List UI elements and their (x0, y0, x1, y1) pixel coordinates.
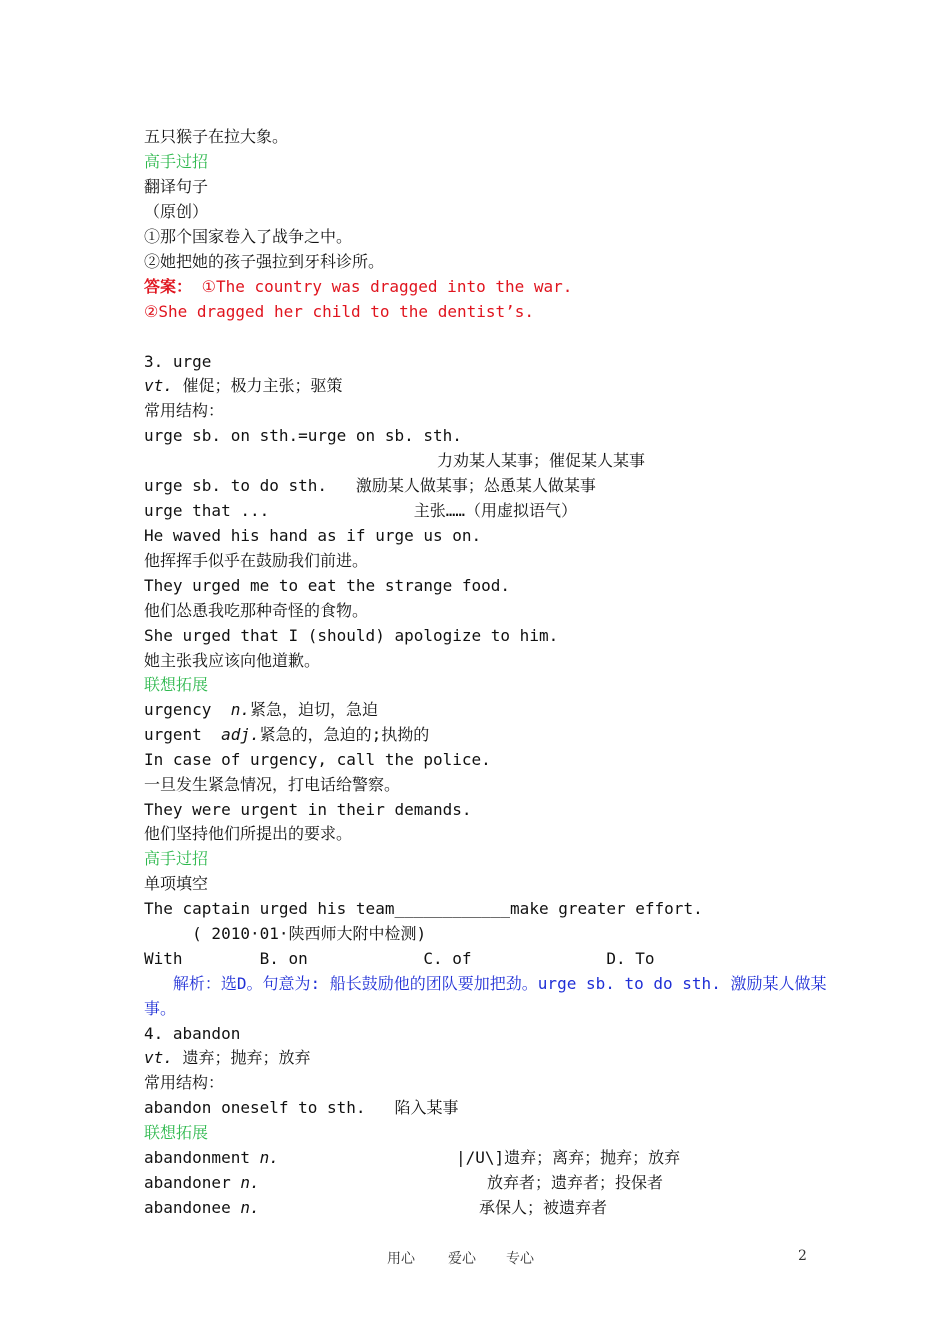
definition-line (144, 375, 343, 397)
example-en: He waved his hand as if urge us on. (144, 526, 482, 545)
definition-text: |/U\]遗弃；离弃；抛弃；放弃 (456, 1148, 681, 1167)
answer-label: 答案： (144, 277, 193, 296)
explanation-line: 事。 (144, 999, 177, 1018)
word-text: abandonment (144, 1148, 260, 1167)
word-text: abandonee (144, 1198, 241, 1217)
answer-line (144, 276, 572, 298)
example-en: They were urgent in their demands. (144, 800, 472, 819)
definition-text: 放弃者；遗弃者；投保者 (487, 1173, 664, 1192)
example-zh: 她主张我应该向他道歉。 (144, 651, 321, 670)
entry-heading: 3. urge (144, 352, 212, 371)
text-line: 力劝某人某事；催促某人某事 (437, 451, 646, 470)
example-en: They urged me to eat the strange food. (144, 576, 511, 595)
word-text: urgency (144, 700, 231, 719)
text-line: （原创） (144, 202, 209, 221)
word-entry (144, 1172, 260, 1194)
question-text: The captain urged his team____________make greater effort. (144, 899, 703, 918)
pos-label: n. (230, 700, 250, 719)
definition-line (144, 724, 429, 746)
word-text: urgent (144, 725, 222, 744)
pos-label: n. (240, 1173, 260, 1192)
example-en: In case of urgency, call the police. (144, 750, 491, 769)
example-zh: 他们坚持他们所提出的要求。 (144, 824, 353, 843)
definition-text: 催促；极力主张；驱策 (172, 376, 343, 395)
page-number: 2 (798, 1248, 807, 1264)
text-line: 常用结构： (144, 401, 225, 420)
question-options: With B. on C. of D. To (144, 949, 655, 968)
definition-text: 遗弃；抛弃；放弃 (172, 1048, 311, 1067)
definition-line (144, 1047, 311, 1069)
pos-label: n. (240, 1198, 260, 1217)
definition-text: 承保人；被遗弃者 (479, 1198, 608, 1217)
pos-label: n. (259, 1148, 279, 1167)
pos-label: adj. (221, 725, 260, 744)
answer-text: ①The country was dragged into the war. (192, 277, 573, 296)
example-zh: 一旦发生紧急情况，打电话给警察。 (144, 775, 401, 794)
question-source: ( 2010·01·陕西师大附中检测) (144, 924, 427, 943)
footer-text: 用心 (387, 1251, 415, 1267)
word-entry (144, 1147, 279, 1169)
example-en: She urged that I (should) apologize to him. (144, 626, 559, 645)
explanation-line: 解析：选D。句意为: 船长鼓励他的团队要加把劲。urge sb. to do sth. 激励某人做某 (144, 974, 827, 993)
text-line: abandon oneself to sth. 陷入某事 (144, 1098, 459, 1117)
word-entry (144, 1197, 260, 1219)
text-line: urge sb. to do sth. 激励某人做某事；怂恿某人做某事 (144, 476, 596, 495)
text-line: 常用结构： (144, 1073, 225, 1092)
definition-text: 紧急的，急迫的;执拗的 (259, 725, 430, 744)
section-heading: 联想拓展 (144, 1123, 209, 1142)
definition-text: 紧急，迫切，急迫 (249, 700, 378, 719)
text-line: 五只猴子在拉大象。 (144, 127, 289, 146)
text-line: ②她把她的孩子强拉到牙科诊所。 (144, 252, 385, 271)
definition-line (144, 699, 378, 721)
text-line: urge sb. on sth.=urge on sb. sth. (144, 426, 462, 445)
entry-heading: 4. abandon (144, 1024, 241, 1043)
section-heading: 联想拓展 (144, 675, 209, 694)
pos-label: vt. (144, 376, 173, 395)
example-zh: 他们怂恿我吃那种奇怪的食物。 (144, 601, 369, 620)
section-heading: 高手过招 (144, 849, 209, 868)
text-line: ①那个国家卷入了战争之中。 (144, 227, 353, 246)
example-zh: 他挥挥手似乎在鼓励我们前进。 (144, 551, 369, 570)
text-line: urge that ... 主张……（用虚拟语气） (144, 501, 577, 520)
footer-text: 专心 (506, 1251, 534, 1267)
section-heading: 高手过招 (144, 152, 209, 171)
text-line: 翻译句子 (144, 177, 209, 196)
text-line: 单项填空 (144, 874, 209, 893)
footer-text: 爱心 (448, 1251, 476, 1267)
word-text: abandoner (144, 1173, 241, 1192)
pos-label: vt. (144, 1048, 173, 1067)
answer-line: ②She dragged her child to the dentist’s. (144, 302, 535, 321)
